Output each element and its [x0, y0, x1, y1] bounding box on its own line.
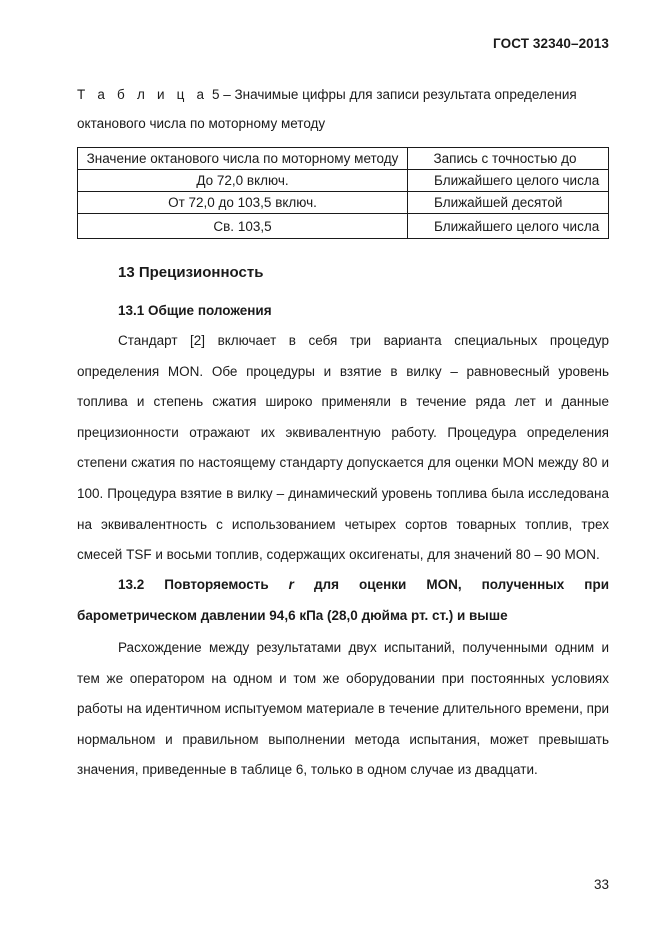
subsection-heading-part: 13.2 Повторяемость	[118, 577, 289, 592]
body-paragraph: Расхождение между результатами двух испытаний, полученными одним и тем же оператором на одном и том же оборудовании при постоянных условиях работы на идентичном испытуемом материале в течение длительного времени, при нормальном и правильном выполнении метода испытания, может превышать значения, приведенные в таблице 6, только в одном случае из двадцати.	[77, 640, 609, 778]
table-header-cell: Запись с точностью до	[408, 148, 609, 170]
repeatability-symbol: r	[288, 577, 294, 592]
table-header-cell: Значение октанового числа по моторному методу	[78, 148, 408, 170]
table-cell: Ближайшего целого числа	[408, 170, 609, 192]
table-header-row	[78, 148, 609, 170]
document-header: ГОСТ 32340–2013	[493, 36, 609, 51]
table-row	[78, 170, 609, 192]
table-cell: Ближайшего целого числа	[408, 214, 609, 239]
subsection-heading: 13.1 Общие положения	[118, 303, 272, 318]
page-number: 33	[593, 877, 609, 892]
significant-digits-table	[77, 147, 609, 239]
subsection-heading-part: для оценки MON, полученных при барометрическом давлении 94,6 кПа (28,0 дюйма рт. ст.) и выше	[77, 577, 609, 623]
table-cell: Св. 103,5	[78, 214, 408, 239]
table-row	[78, 192, 609, 214]
table-caption-text: 5 – Значимые цифры для записи результата определения октанового числа по моторному методу	[77, 87, 577, 131]
table-caption-prefix: Т а б л и ц а	[77, 87, 209, 102]
body-paragraph: Стандарт [2] включает в себя три варианта специальных процедур определения MON. Обе процедуры и взятие в вилку – равновесный уровень топлива и степень сжатия широко применяли в течение ряда лет и данные прецизионности отражают их эквивалентную работу. Процедура определения степени сжатия по настоящему стандарту допускается для оценки MON между 80 и 100. Процедура взятие в вилку – динамический уровень топлива была исследована на эквивалентность с использованием четырех сортов товарных топлив, трех смесей TSF и восьми топлив, содержащих оксигенаты, для значений 80 – 90 MON.	[77, 333, 609, 563]
table-caption	[77, 80, 609, 138]
table-row	[78, 214, 609, 239]
table-cell: От 72,0 до 103,5 включ.	[78, 192, 408, 214]
section-heading: 13 Прецизионность	[118, 264, 264, 281]
table-cell: До 72,0 включ.	[78, 170, 408, 192]
table-cell: Ближайшей десятой	[408, 192, 609, 214]
subsection-heading-2	[77, 570, 609, 631]
